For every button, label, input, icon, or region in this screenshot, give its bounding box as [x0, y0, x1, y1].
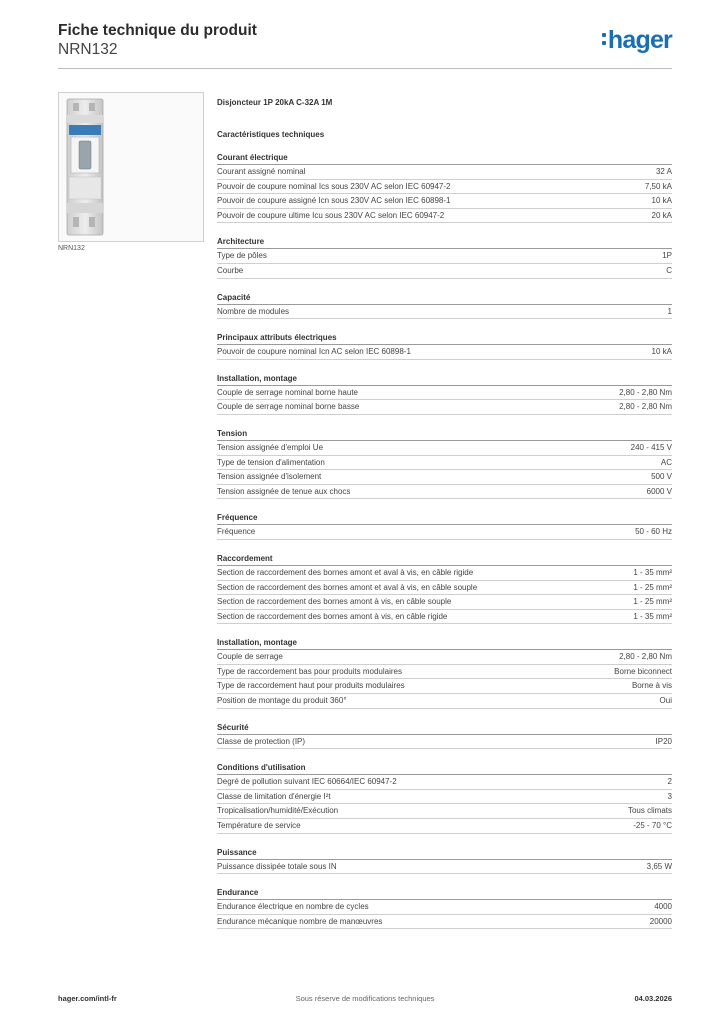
spec-value: 20 kA [651, 210, 672, 220]
spec-section [217, 428, 672, 499]
spec-label: Couple de serrage [217, 652, 283, 662]
spec-value: 1 - 35 mm² [633, 567, 672, 577]
footer-date: 04.03.2026 [634, 994, 672, 1003]
section-title: Sécurité [217, 722, 672, 735]
spec-value: 2 [667, 777, 672, 787]
spec-section [217, 637, 672, 708]
spec-row [217, 386, 672, 401]
product-image [58, 92, 204, 242]
spec-value: Borne biconnect [614, 666, 672, 676]
spec-row [217, 470, 672, 485]
spec-section [217, 847, 672, 875]
spec-value: 1 [667, 306, 672, 316]
footer-disclaimer: Sous réserve de modifications techniques [295, 994, 435, 1003]
spec-label: Classe de limitation d'énergie I²t [217, 791, 331, 801]
spec-value: 500 V [651, 472, 672, 482]
spec-row [217, 915, 672, 930]
spec-label: Endurance électrique en nombre de cycles [217, 902, 369, 912]
spec-row [217, 305, 672, 320]
spec-row [217, 735, 672, 750]
spec-row [217, 525, 672, 540]
section-title: Installation, montage [217, 637, 672, 650]
spec-label: Couple de serrage nominal borne basse [217, 402, 360, 412]
spec-label: Position de montage du produit 360° [217, 696, 347, 706]
spec-row [217, 441, 672, 456]
spec-label: Pouvoir de coupure ultime Icu sous 230V AC selon IEC 60947-2 [217, 210, 445, 220]
spec-value: 2,80 - 2,80 Nm [619, 402, 672, 412]
spec-row [217, 264, 672, 279]
spec-row [217, 400, 672, 415]
section-title: Fréquence [217, 512, 672, 525]
spec-value: 6000 V [646, 486, 672, 496]
spec-row [217, 610, 672, 625]
section-title: Raccordement [217, 553, 672, 566]
spec-row [217, 249, 672, 264]
spec-label: Température de service [217, 821, 301, 831]
spec-row [217, 790, 672, 805]
spec-label: Section de raccordement des bornes amont et aval à vis, en câble rigide [217, 567, 474, 577]
spec-value: -25 - 70 °C [633, 821, 672, 831]
spec-row [217, 804, 672, 819]
spec-row [217, 194, 672, 209]
product-reference: NRN132 [58, 41, 118, 58]
spec-label: Courant assigné nominal [217, 167, 306, 176]
spec-label: Section de raccordement des bornes amont et aval à vis, en câble souple [217, 582, 478, 592]
page-footer [58, 994, 672, 1008]
section-title: Puissance [217, 847, 672, 860]
section-title: Tension [217, 428, 672, 441]
page-title: Fiche technique du produit [58, 22, 257, 39]
spec-row [217, 595, 672, 610]
spec-section [217, 373, 672, 415]
spec-label: Tropicalisation/humidité/Exécution [217, 806, 339, 816]
spec-label: Classe de protection (IP) [217, 736, 306, 746]
spec-value: 2,80 - 2,80 Nm [619, 652, 672, 662]
spec-label: Section de raccordement des bornes amont à vis, en câble rigide [217, 611, 448, 621]
spec-label: Section de raccordement des bornes amont à vis, en câble souple [217, 597, 452, 607]
spec-value: Oui [659, 696, 672, 706]
spec-label: Type de pôles [217, 251, 267, 261]
spec-label: Puissance dissipée totale sous IN [217, 861, 337, 871]
spec-value: 20000 [649, 916, 672, 926]
spec-value: 10 kA [651, 196, 672, 206]
circuit-breaker-icon [59, 93, 203, 241]
spec-section [217, 887, 672, 929]
logo-dots-icon [602, 32, 606, 48]
section-title: Principaux attributs électriques [217, 332, 672, 345]
spec-label: Type de tension d'alimentation [217, 457, 325, 467]
spec-value: 3,65 W [646, 861, 672, 871]
spec-row [217, 485, 672, 500]
spec-row [217, 860, 672, 875]
hager-logo: hager [602, 26, 672, 55]
spec-section [217, 762, 672, 833]
spec-value: IP20 [655, 736, 672, 746]
spec-label: Tension assignée d'emploi Ue [217, 442, 324, 452]
spec-value: 240 - 415 V [630, 442, 672, 452]
spec-label: Type de raccordement bas pour produits modulaires [217, 666, 402, 676]
spec-value: 32 A [655, 167, 672, 176]
spec-label: Type de raccordement haut pour produits modulaires [217, 681, 405, 691]
section-title: Endurance [217, 887, 672, 900]
section-title: Capacité [217, 292, 672, 305]
spec-label: Pouvoir de coupure assigné Icn sous 230V AC selon IEC 60898-1 [217, 196, 451, 206]
spec-section [217, 332, 672, 360]
spec-row [217, 819, 672, 834]
spec-row [217, 165, 672, 180]
spec-section [217, 512, 672, 540]
section-title: Architecture [217, 236, 672, 249]
spec-value: 1 - 25 mm² [633, 597, 672, 607]
spec-value: C [666, 265, 672, 275]
spec-sections [217, 152, 672, 929]
product-name: Disjoncteur 1P 20kA C-32A 1M [217, 98, 333, 107]
spec-value: Tous climats [627, 806, 672, 816]
spec-row [217, 650, 672, 665]
spec-row [217, 775, 672, 790]
spec-section [217, 553, 672, 624]
section-title: Courant électrique [217, 152, 672, 165]
spec-value: Borne à vis [631, 681, 672, 691]
spec-label: Endurance mécanique nombre de manœuvres [217, 916, 383, 926]
spec-value: 10 kA [651, 347, 672, 357]
spec-content [217, 96, 672, 929]
page-header [58, 22, 672, 69]
spec-row [217, 581, 672, 596]
spec-section [217, 722, 672, 750]
spec-label: Tension assignée de tenue aux chocs [217, 486, 351, 496]
section-title: Conditions d'utilisation [217, 762, 672, 775]
spec-section [217, 236, 672, 278]
spec-value: AC [660, 457, 672, 467]
spec-row [217, 456, 672, 471]
tech-heading: Caractéristiques techniques [217, 130, 325, 139]
spec-value: 2,80 - 2,80 Nm [619, 387, 672, 397]
spec-row [217, 694, 672, 709]
spec-value: 3 [667, 791, 672, 801]
spec-label: Couple de serrage nominal borne haute [217, 387, 358, 397]
spec-label: Courbe [217, 265, 244, 275]
spec-label: Pouvoir de coupure nominal Ics sous 230V AC selon IEC 60947-2 [217, 181, 451, 191]
spec-row [217, 900, 672, 915]
footer-website: hager.com/intl-fr [58, 994, 117, 1003]
spec-value: 1 - 35 mm² [633, 611, 672, 621]
spec-value: 7,50 kA [644, 181, 672, 191]
section-title: Installation, montage [217, 373, 672, 386]
spec-value: 1 - 25 mm² [633, 582, 672, 592]
spec-row [217, 566, 672, 581]
spec-label: Nombre de modules [217, 306, 290, 316]
spec-value: 1P [662, 251, 672, 261]
spec-label: Tension assignée d'isolement [217, 472, 322, 482]
spec-section [217, 292, 672, 320]
spec-label: Degré de pollution suivant IEC 60664/IEC 60947-2 [217, 777, 397, 787]
spec-section [217, 152, 672, 223]
spec-row [217, 345, 672, 360]
spec-row [217, 180, 672, 195]
spec-row [217, 209, 672, 224]
spec-row [217, 665, 672, 680]
spec-label: Pouvoir de coupure nominal Icn AC selon IEC 60898-1 [217, 347, 411, 357]
spec-row [217, 679, 672, 694]
spec-label: Fréquence [217, 527, 256, 537]
spec-value: 50 - 60 Hz [635, 527, 672, 537]
photo-caption: NRN132 [58, 245, 85, 252]
spec-value: 4000 [654, 902, 672, 912]
